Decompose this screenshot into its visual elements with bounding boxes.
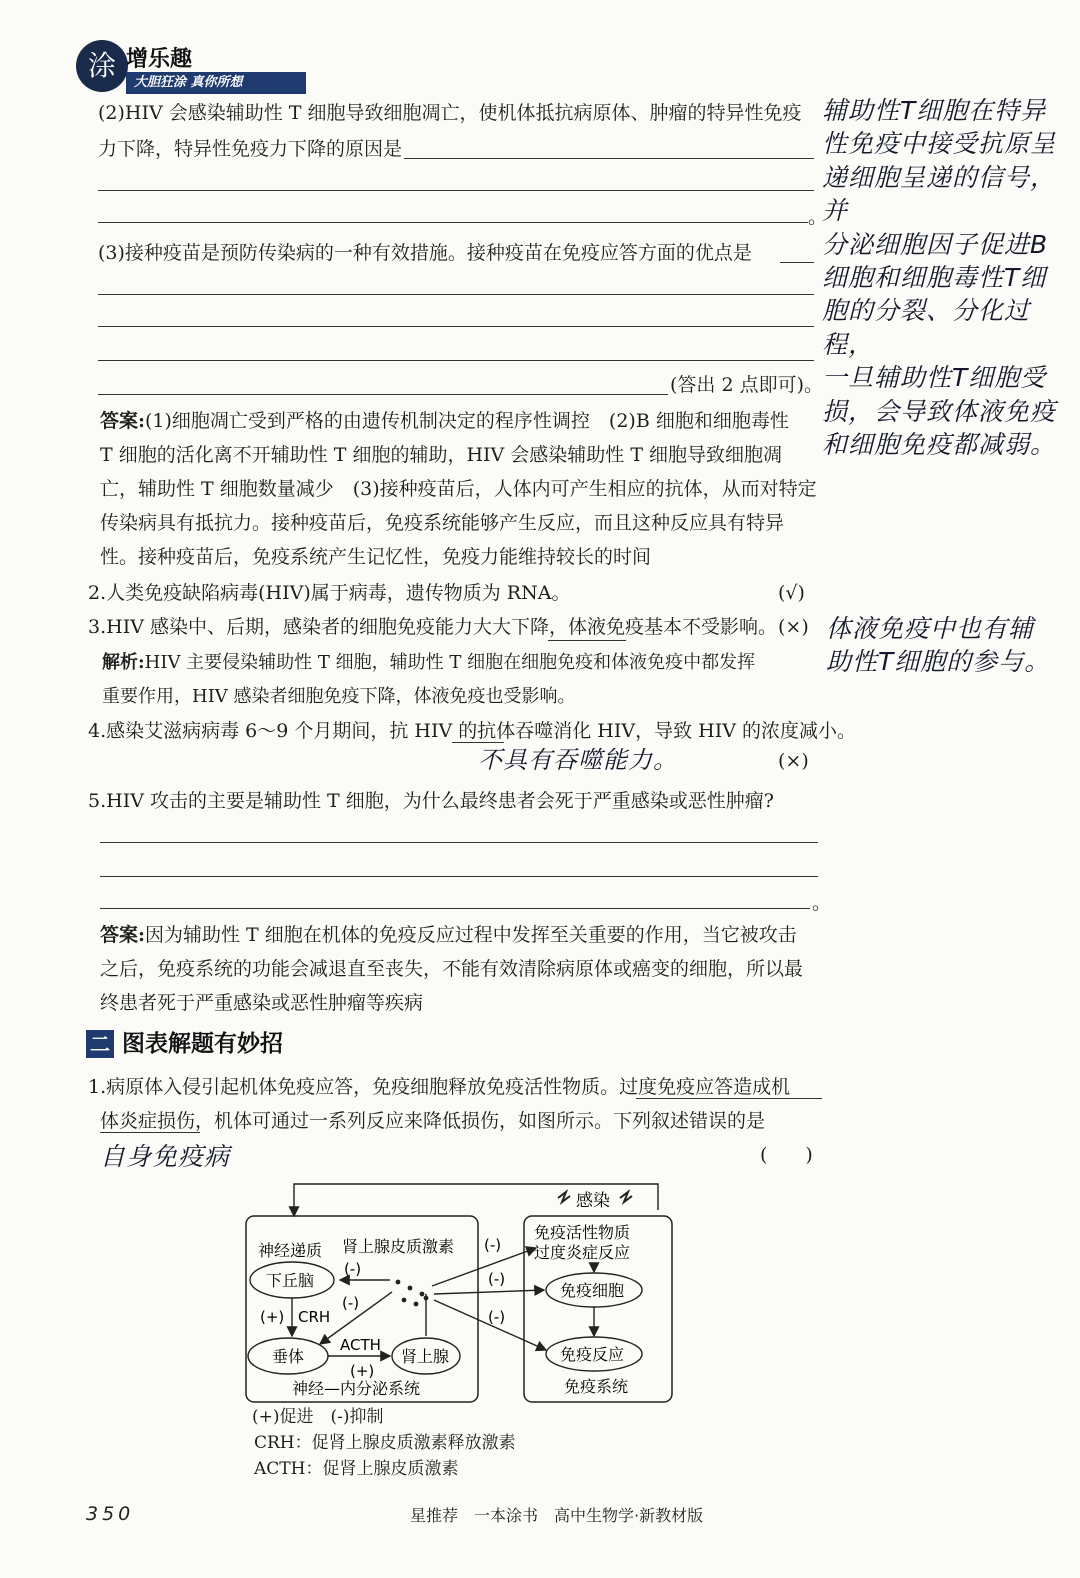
answer-line[interactable]: [100, 876, 818, 877]
answer-line[interactable]: [98, 326, 814, 327]
q3-analysis: [102, 646, 755, 680]
note-line: 分泌细胞因子促进B: [822, 229, 1049, 259]
underline-mark: [548, 640, 626, 641]
note-line: 一旦辅助性T细胞受: [822, 363, 1047, 393]
period-mark: 。: [812, 892, 832, 914]
answer-label: 答案:: [100, 410, 146, 432]
q2-statement: 2.人类免疫缺陷病毒(HIV)属于病毒，遗传物质为 RNA。: [88, 582, 571, 604]
answer-line[interactable]: [404, 158, 814, 159]
page-number: 350: [86, 1503, 135, 1525]
acth-label: ACTH: [340, 1336, 381, 1354]
inhibit-label: (-): [488, 1270, 506, 1288]
answer-bracket[interactable]: ( ): [760, 1144, 813, 1166]
inhibit-label: (-): [488, 1308, 506, 1326]
infection-bolt-icon: [558, 1192, 570, 1202]
q5-answer-line: 之后，免疫系统的功能会减退直至丧失，不能有效清除病原体或癌变的细胞，所以最: [100, 958, 804, 980]
neuro-endocrine-label: 神经—内分泌系统: [292, 1379, 421, 1398]
q1-part2-line2: 力下降，特异性免疫力下降的原因是: [98, 138, 403, 160]
section-number: 二: [86, 1030, 114, 1058]
infection-label: 感染: [576, 1191, 610, 1211]
pituitary-label: 垂体: [272, 1347, 305, 1366]
crh-label: CRH: [298, 1308, 331, 1326]
section-title: 图表解题有妙招: [122, 1031, 283, 1057]
infection-bolt-icon: [620, 1192, 632, 1202]
note-line: 体液免疫中也有辅: [826, 614, 1035, 643]
handwritten-note-q3: [826, 612, 1076, 679]
footer-title: 星推荐 一本涂书 高中生物学·新教材版: [410, 1506, 704, 1525]
handwritten-note-right: [822, 94, 1080, 461]
neurotransmitter-label: 神经递质: [258, 1241, 323, 1260]
underline-mark: [636, 1098, 822, 1099]
q1-answer-line: T 细胞的活化离不开辅助性 T 细胞的辅助，HIV 会感染辅助性 T 细胞导致细胞凋: [100, 444, 783, 466]
handwritten-note-p1: 自身免疫病: [100, 1142, 231, 1171]
brand-logo-icon: 涂: [76, 40, 128, 92]
adrenal-label: 肾上腺: [401, 1347, 450, 1366]
q2-mark: (√): [778, 582, 805, 604]
q1-part3-hint: (答出 2 点即可)。: [670, 374, 823, 396]
inhibit-label: (-): [342, 1294, 360, 1312]
analysis-text: HIV 主要侵染辅助性 T 细胞，辅助性 T 细胞在细胞免疫和体液免疫中都发挥: [144, 652, 756, 673]
answer-line[interactable]: [98, 222, 808, 223]
inflammation-label: 过度炎症反应: [534, 1243, 631, 1262]
inhibit-label: (-): [484, 1236, 502, 1254]
active-substance-label: 免疫活性物质: [534, 1223, 631, 1242]
note-line: 性免疫中接受抗原呈: [822, 129, 1057, 159]
legend-acth: ACTH：促肾上腺皮质激素: [254, 1459, 459, 1479]
note-line: 助性T细胞的参与。: [826, 647, 1051, 677]
answer-label: 答案:: [100, 924, 146, 946]
period-mark: 。: [808, 206, 828, 228]
q5-answer-line: 终患者死于严重感染或恶性肿瘤等疾病: [100, 992, 424, 1014]
underline-mark: [452, 742, 504, 743]
answer-line[interactable]: [98, 360, 814, 361]
note-line: 辅助性T细胞在特异: [822, 96, 1047, 125]
brand-slogan: 大胆狂涂 真你所想: [126, 72, 306, 94]
answer-text: 因为辅助性 T 细胞在机体的免疫反应过程中发挥至关重要的作用，当它被攻击: [145, 924, 797, 946]
q1-answer: [100, 404, 789, 438]
answer-line[interactable]: [98, 394, 668, 395]
promote-label: (+): [260, 1308, 285, 1326]
legend-crh: CRH：促肾上腺皮质激素释放激素: [254, 1433, 516, 1453]
p1-question-line1: 1.病原体入侵引起机体免疫应答，免疫细胞释放免疫活性物质。过度免疫应答造成机: [88, 1076, 791, 1098]
q4-statement: 4.感染艾滋病病毒 6～9 个月期间，抗 HIV 的抗体吞噬消化 HIV，导致 HIV 的浓度减小。: [88, 720, 856, 742]
q1-answer-line: 性。接种疫苗后，免疫系统产生记忆性，免疫力能维持较长的时间: [100, 546, 652, 568]
q1-answer-line: 传染病具有抵抗力。接种疫苗后，免疫系统能够产生反应，而且这种反应具有特异: [100, 512, 785, 534]
immune-cell-label: 免疫细胞: [560, 1281, 625, 1300]
answer-line[interactable]: [98, 190, 814, 191]
note-line: 递细胞呈递的信号，并: [822, 162, 1057, 226]
handwritten-note-q4: 不具有吞噬能力。: [478, 746, 678, 774]
q5-question: 5.HIV 攻击的主要是辅助性 T 细胞，为什么最终患者会死于严重感染或恶性肿瘤?: [88, 790, 774, 812]
answer-line[interactable]: [100, 842, 818, 843]
q3-mark: (×): [778, 616, 809, 638]
hypothalamus-label: 下丘脑: [266, 1271, 315, 1290]
q4-mark: (×): [778, 750, 809, 772]
underline-mark: [100, 1132, 200, 1133]
note-line: 胞的分裂、分化过程，: [822, 296, 1031, 359]
promote-label: (+): [350, 1362, 375, 1380]
immune-response-label: 免疫反应: [560, 1345, 625, 1364]
legend-promote-inhibit: (+)促进 (-)抑制: [252, 1407, 384, 1427]
answer-line[interactable]: [780, 262, 814, 263]
answer-line[interactable]: [98, 294, 814, 295]
neuro-immune-diagram: [236, 1176, 686, 1412]
inhibit-label: (-): [344, 1260, 362, 1278]
brand-name: 增乐趣: [126, 47, 193, 72]
immune-system-label: 免疫系统: [564, 1377, 629, 1396]
note-line: 和细胞免疫都减弱。: [822, 430, 1057, 460]
note-line: 损，会导致体液免疫: [822, 396, 1057, 426]
q5-answer: [100, 918, 797, 952]
q1-answer-line: 亡，辅助性 T 细胞数量减少 (3)接种疫苗后，人体内可产生相应的抗体，从而对特定: [100, 478, 817, 500]
q1-part2-line1: (2)HIV 会感染辅助性 T 细胞导致细胞凋亡，使机体抵抗病原体、肿瘤的特异性免疫: [98, 102, 802, 124]
answer-line[interactable]: [100, 908, 810, 909]
q1-part3-question: (3)接种疫苗是预防传染病的一种有效措施。接种疫苗在免疫应答方面的优点是: [98, 242, 752, 264]
corticosteroid-label: 肾上腺皮质激素: [342, 1237, 455, 1256]
analysis-label: 解析:: [102, 652, 145, 673]
answer-text: (1)细胞凋亡受到严格的由遗传机制决定的程序性调控 (2)B 细胞和细胞毒性: [145, 410, 789, 432]
p1-question-line2: 体炎症损伤，机体可通过一系列反应来降低损伤，如图所示。下列叙述错误的是: [100, 1110, 766, 1132]
q3-analysis-line: 重要作用，HIV 感染者细胞免疫下降，体液免疫也受影响。: [102, 686, 576, 707]
note-line: 细胞和细胞毒性T细: [822, 263, 1047, 293]
q3-statement: 3.HIV 感染中、后期，感染者的细胞免疫能力大大下降，体液免疫基本不受影响。: [88, 616, 777, 638]
